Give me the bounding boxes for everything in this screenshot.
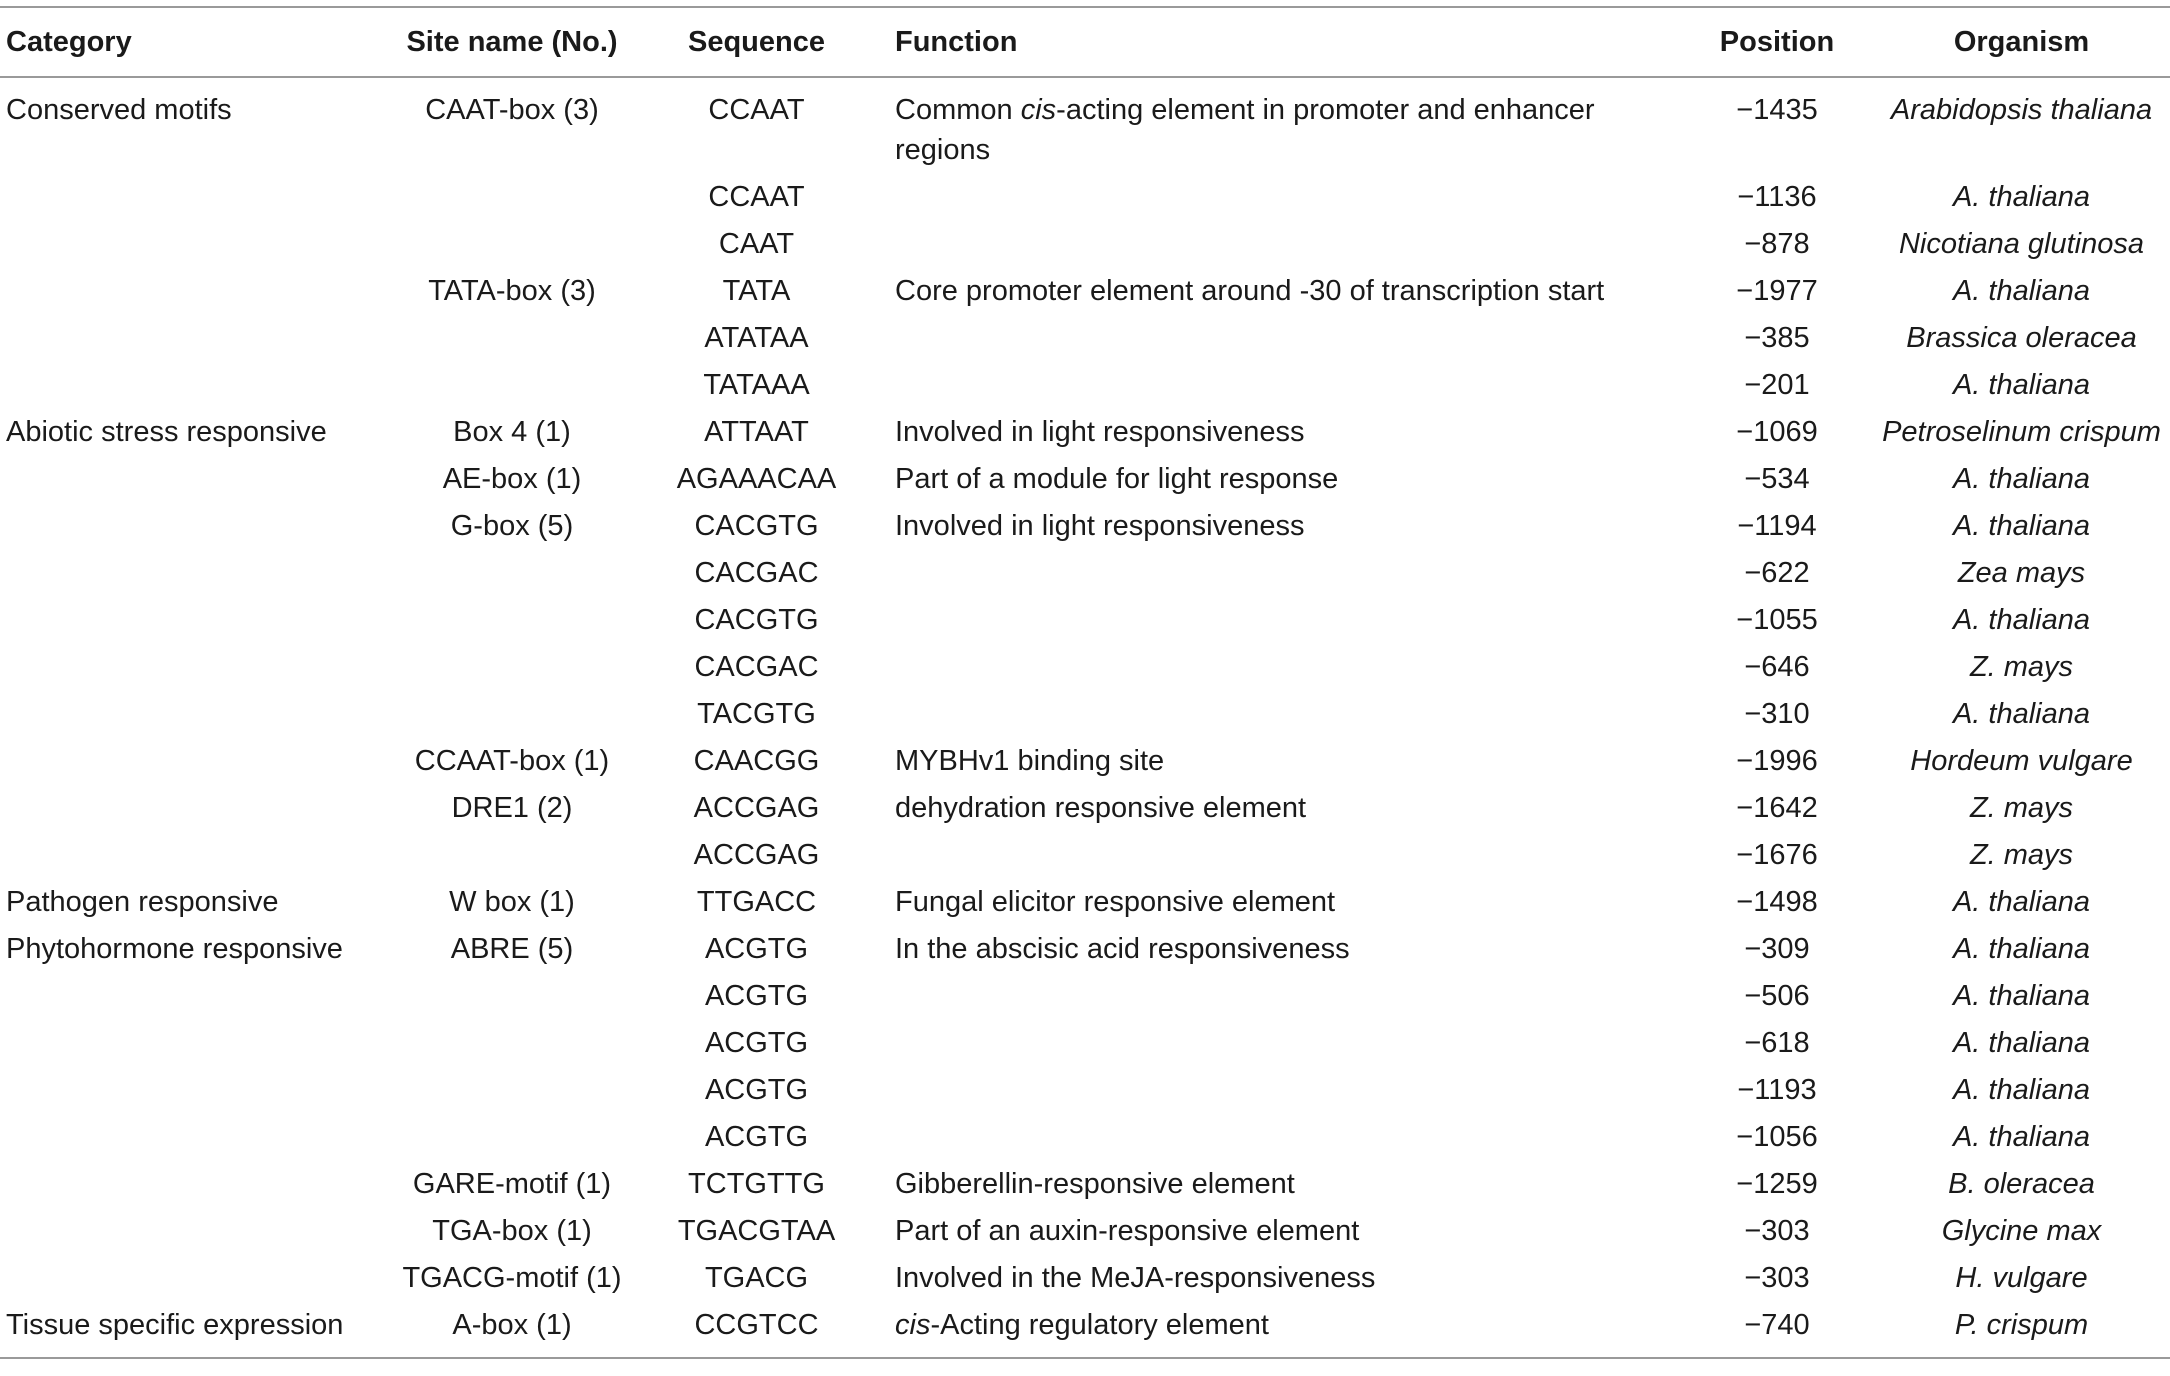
function-text: Part of a module for light response xyxy=(895,463,1339,495)
table-row xyxy=(0,828,2170,875)
table-row xyxy=(0,969,2170,1016)
table-row xyxy=(0,546,2170,593)
cell-site-name xyxy=(376,1110,648,1157)
cell-category xyxy=(0,1016,376,1063)
cell-position: −1259 xyxy=(1736,1168,1818,1200)
table-row xyxy=(0,922,2170,969)
cell-sequence: TTGACC xyxy=(696,886,817,918)
header-organism: Organism xyxy=(1873,7,2170,77)
cell-position: −1194 xyxy=(1737,510,1817,542)
table-row xyxy=(0,405,2170,452)
cell-site-name xyxy=(376,546,648,593)
table-row xyxy=(0,1204,2170,1251)
cell-position: −506 xyxy=(1744,980,1810,1012)
table-row xyxy=(0,1251,2170,1298)
table-row xyxy=(0,452,2170,499)
function-text-rest: -Acting regulatory element xyxy=(930,1309,1269,1341)
cell-function xyxy=(865,1016,1681,1063)
cell-function xyxy=(865,499,1681,546)
cell-organism: Brassica oleracea xyxy=(1906,322,2137,354)
cell-site-name xyxy=(376,969,648,1016)
table-row xyxy=(0,1110,2170,1157)
table-row xyxy=(0,217,2170,264)
table-row xyxy=(0,687,2170,734)
cell-sequence: CCAAT xyxy=(708,94,805,126)
cell-function xyxy=(865,640,1681,687)
cell-organism: H. vulgare xyxy=(1955,1262,2088,1294)
cell-sequence: TGACG xyxy=(704,1262,809,1294)
cell-organism: A. thaliana xyxy=(1952,886,2091,918)
cell-category xyxy=(0,499,376,546)
table-header xyxy=(0,7,2170,77)
table-row xyxy=(0,1063,2170,1110)
function-text: Common xyxy=(895,94,1021,126)
cell-category xyxy=(0,264,376,311)
cell-site-name: G-box (5) xyxy=(450,510,574,542)
cell-sequence: TGACGTAA xyxy=(677,1215,836,1247)
cell-position: −1056 xyxy=(1736,1121,1818,1153)
cell-organism: A. thaliana xyxy=(1952,1074,2091,1106)
cell-organism: Petroselinum crispum xyxy=(1882,416,2161,448)
cell-organism: A. thaliana xyxy=(1952,1027,2091,1059)
cell-site-name xyxy=(376,640,648,687)
cell-position: −201 xyxy=(1744,369,1810,401)
cell-category xyxy=(0,640,376,687)
header-category: Category xyxy=(0,7,376,77)
cell-site-name xyxy=(376,311,648,358)
cell-position: −309 xyxy=(1744,933,1810,965)
cell-site-name: TATA-box (3) xyxy=(428,275,596,307)
cell-category xyxy=(0,969,376,1016)
cell-sequence: AGAAACAA xyxy=(676,463,837,495)
cell-sequence: ACGTG xyxy=(704,1027,809,1059)
cell-position: −303 xyxy=(1744,1262,1810,1294)
function-text: Core promoter element around -30 of transcription start xyxy=(895,275,1605,307)
cell-site-name: W box (1) xyxy=(449,886,575,918)
cell-sequence: CACGTG xyxy=(694,510,819,542)
cell-function xyxy=(865,358,1681,405)
cell-category xyxy=(0,1251,376,1298)
table-row xyxy=(0,875,2170,922)
cell-organism: A. thaliana xyxy=(1952,698,2091,730)
cell-category xyxy=(0,1204,376,1251)
table-row xyxy=(0,358,2170,405)
cell-category xyxy=(0,311,376,358)
cell-category xyxy=(0,452,376,499)
cell-site-name: A-box (1) xyxy=(376,1298,648,1358)
cell-site-name xyxy=(376,687,648,734)
cell-position: −1977 xyxy=(1736,275,1818,307)
cell-function xyxy=(865,546,1681,593)
cell-site-name xyxy=(376,593,648,640)
cell-organism: A. thaliana xyxy=(1952,181,2091,213)
cell-site-name xyxy=(376,828,648,875)
cell-category xyxy=(0,781,376,828)
table-row xyxy=(0,311,2170,358)
cell-site-name xyxy=(376,1016,648,1063)
cell-sequence: TACGTG xyxy=(697,698,816,730)
cell-organism: A. thaliana xyxy=(1952,369,2091,401)
table-row xyxy=(0,1157,2170,1204)
cell-sequence: ATATAA xyxy=(704,322,809,354)
cell-site-name: DRE1 (2) xyxy=(451,792,573,824)
cell-function xyxy=(865,217,1681,264)
table-row xyxy=(0,264,2170,311)
cell-site-name: TGACG-motif (1) xyxy=(402,1262,622,1294)
cell-position: −534 xyxy=(1744,463,1810,495)
cell-function xyxy=(865,922,1681,969)
cell-sequence: ACGTG xyxy=(704,980,809,1012)
cell-sequence: TATAAA xyxy=(703,369,810,401)
header-site-name: Site name (No.) xyxy=(376,7,648,77)
cell-sequence: CCGTCC xyxy=(648,1298,865,1358)
cell-organism: A. thaliana xyxy=(1952,1121,2091,1153)
cell-position: −622 xyxy=(1744,557,1810,589)
function-text: Involved in light responsiveness xyxy=(895,510,1305,542)
cell-organism: Z. mays xyxy=(1969,839,2074,871)
cell-organism: Zea mays xyxy=(1957,557,2086,589)
cell-category: Pathogen responsive xyxy=(6,886,279,918)
cell-sequence: TCTGTTG xyxy=(688,1168,825,1200)
cell-function xyxy=(865,687,1681,734)
cell-category xyxy=(0,1063,376,1110)
cell-category xyxy=(0,546,376,593)
cell-category xyxy=(0,170,376,217)
cell-category: Abiotic stress responsive xyxy=(6,416,327,448)
cell-organism: Arabidopsis thaliana xyxy=(1890,94,2153,126)
function-text: Involved in light responsiveness xyxy=(895,416,1305,448)
cell-site-name: ABRE (5) xyxy=(450,933,574,965)
cell-position: −385 xyxy=(1744,322,1810,354)
cell-category xyxy=(0,828,376,875)
cell-position: −1642 xyxy=(1736,792,1818,824)
cell-site-name xyxy=(376,358,648,405)
cell-function xyxy=(865,1110,1681,1157)
header-position: Position xyxy=(1681,7,1873,77)
cell-category xyxy=(0,1110,376,1157)
cell-position: −310 xyxy=(1744,698,1810,730)
cell-site-name: TGA-box (1) xyxy=(432,1215,592,1247)
cell-category: Conserved motifs xyxy=(6,94,232,126)
function-text: Involved in the MeJA-responsiveness xyxy=(895,1262,1376,1294)
header-sequence: Sequence xyxy=(648,7,865,77)
cell-function xyxy=(865,1251,1681,1298)
cell-function xyxy=(865,1063,1681,1110)
cell-function xyxy=(865,593,1681,640)
table-row xyxy=(0,734,2170,781)
cell-position: −740 xyxy=(1681,1298,1873,1358)
cell-function xyxy=(865,828,1681,875)
cell-site-name xyxy=(376,1063,648,1110)
cell-organism: A. thaliana xyxy=(1952,604,2091,636)
cell-sequence: ACCGAG xyxy=(693,792,820,824)
table-row xyxy=(0,77,2170,170)
cell-organism: Z. mays xyxy=(1969,792,2074,824)
function-text: Fungal elicitor responsive element xyxy=(895,886,1336,918)
cell-function xyxy=(865,1157,1681,1204)
cell-position: −646 xyxy=(1744,651,1810,683)
function-text: MYBHv1 binding site xyxy=(895,745,1165,777)
cell-position: −1498 xyxy=(1736,886,1818,918)
cell-category: Tissue specific expression xyxy=(0,1298,376,1358)
cell-sequence: CACGTG xyxy=(694,604,819,636)
cell-sequence: CACGAC xyxy=(694,557,819,589)
table-body xyxy=(0,77,2170,1358)
cell-position: −1676 xyxy=(1736,839,1818,871)
table-row xyxy=(0,640,2170,687)
function-text: Gibberellin-responsive element xyxy=(895,1168,1295,1200)
cell-position: −1136 xyxy=(1737,181,1817,213)
cell-organism: Nicotiana glutinosa xyxy=(1898,228,2145,260)
function-italic-text: cis xyxy=(1020,94,1057,126)
cell-category xyxy=(0,358,376,405)
function-text: dehydration responsive element xyxy=(895,792,1307,824)
cell-category xyxy=(0,217,376,264)
cell-organism: A. thaliana xyxy=(1952,510,2091,542)
cell-category xyxy=(0,1157,376,1204)
cell-position: −1055 xyxy=(1736,604,1818,636)
cell-sequence: ACGTG xyxy=(704,933,809,965)
cell-function xyxy=(865,1204,1681,1251)
cell-site-name: GARE-motif (1) xyxy=(412,1168,612,1200)
cell-category xyxy=(0,593,376,640)
cell-sequence: ACGTG xyxy=(704,1121,809,1153)
cell-site-name xyxy=(376,217,648,264)
cell-function xyxy=(865,734,1681,781)
cell-site-name: CAAT-box (3) xyxy=(425,94,599,126)
table-row xyxy=(0,170,2170,217)
cell-site-name: Box 4 (1) xyxy=(453,416,571,448)
table-row xyxy=(0,781,2170,828)
cell-organism: A. thaliana xyxy=(1952,275,2091,307)
table-row xyxy=(0,1298,2170,1358)
cell-position: −1069 xyxy=(1736,416,1818,448)
cell-organism: Glycine max xyxy=(1941,1215,2102,1247)
cell-function xyxy=(865,311,1681,358)
header-row xyxy=(0,7,2170,77)
header-function: Function xyxy=(865,7,1681,77)
cell-organism: B. oleracea xyxy=(1948,1168,2095,1200)
function-text: Part of an auxin-responsive element xyxy=(895,1215,1360,1247)
cell-sequence: CACGAC xyxy=(694,651,819,683)
cell-sequence: CCAAT xyxy=(708,181,805,213)
cell-sequence: TATA xyxy=(722,275,791,307)
cell-function xyxy=(865,77,1681,170)
cell-sequence: ATTAAT xyxy=(704,416,809,448)
cell-site-name: CCAAT-box (1) xyxy=(414,745,610,777)
cell-position: −1193 xyxy=(1737,1074,1817,1106)
cell-position: −1996 xyxy=(1736,745,1818,777)
function-text-rest: -acting element in promoter and enhancer regions xyxy=(895,94,1595,166)
cell-category xyxy=(0,687,376,734)
table-row xyxy=(0,1016,2170,1063)
cell-organism: Hordeum vulgare xyxy=(1910,745,2133,777)
cell-sequence: ACGTG xyxy=(704,1074,809,1106)
cell-organism: A. thaliana xyxy=(1952,933,2091,965)
cell-position: −878 xyxy=(1744,228,1810,260)
cell-sequence: ACCGAG xyxy=(693,839,820,871)
cell-category xyxy=(0,734,376,781)
cell-position: −618 xyxy=(1744,1027,1810,1059)
cell-function xyxy=(865,452,1681,499)
cell-function xyxy=(865,170,1681,217)
cell-category: Phytohormone responsive xyxy=(6,933,343,965)
function-italic-text: cis xyxy=(895,1309,931,1341)
cell-position: −1435 xyxy=(1736,94,1818,126)
cell-position: −303 xyxy=(1744,1215,1810,1247)
cell-sequence: CAACGG xyxy=(693,745,820,777)
cell-sequence: CAAT xyxy=(718,228,795,260)
cell-function xyxy=(865,781,1681,828)
cell-organism: P. crispum xyxy=(1873,1298,2170,1358)
cell-function xyxy=(865,875,1681,922)
cell-function xyxy=(865,405,1681,452)
cell-organism: A. thaliana xyxy=(1952,463,2091,495)
cell-organism: Z. mays xyxy=(1969,651,2074,683)
table-row xyxy=(0,593,2170,640)
cell-site-name xyxy=(376,170,648,217)
cell-function xyxy=(865,264,1681,311)
cell-organism: A. thaliana xyxy=(1952,980,2091,1012)
table-row xyxy=(0,499,2170,546)
cell-function xyxy=(865,969,1681,1016)
function-text: In the abscisic acid responsiveness xyxy=(895,933,1350,965)
cis-element-table xyxy=(0,6,2170,1359)
cell-function xyxy=(865,1298,1681,1358)
cell-site-name: AE-box (1) xyxy=(442,463,582,495)
